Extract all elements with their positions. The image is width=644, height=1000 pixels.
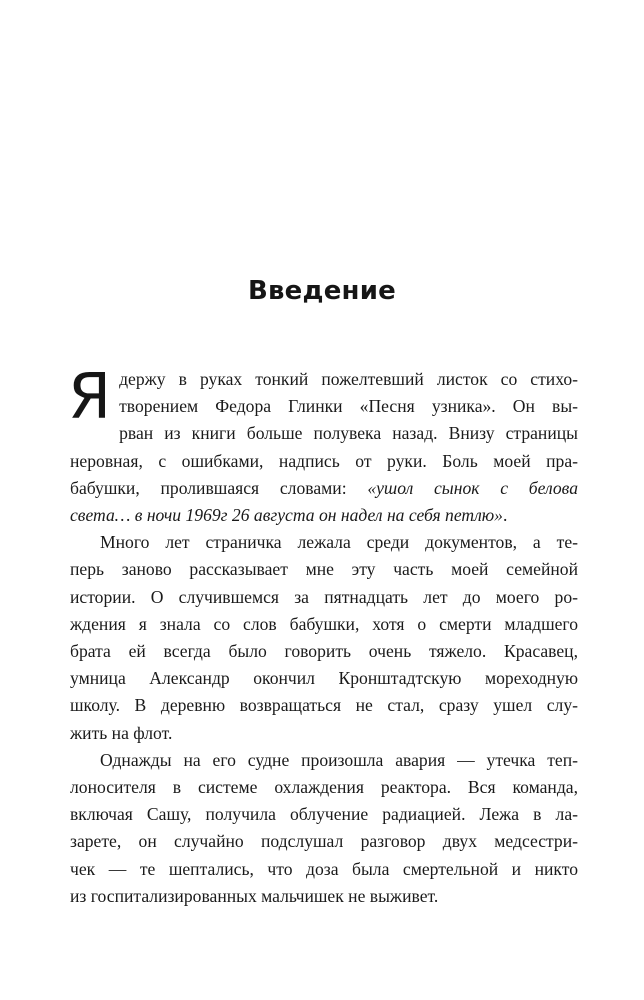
text-line bbox=[70, 502, 578, 529]
text-line: умница Александр окончил Кронштадтскую мореходную bbox=[70, 668, 578, 689]
text-line: жить на флот. bbox=[70, 722, 173, 743]
drop-cap: Я bbox=[68, 360, 112, 433]
text-fragment: бабушки, пролившаяся словами: bbox=[70, 477, 368, 498]
text-line: школу. В деревню возвращаться не стал, сразу ушел слу- bbox=[70, 695, 578, 716]
text-line: зарете, он случайно подслушал разговор двух медсестри- bbox=[70, 831, 578, 852]
text-line: лоносителя в системе охлаждения реактора. Вся команда, bbox=[70, 777, 578, 798]
text-line: включая Сашу, получила облучение радиацией. Лежа в ла- bbox=[70, 804, 578, 825]
text-line: ждения я знала со слов бабушки, хотя о смерти младшего bbox=[70, 613, 578, 634]
text-line: перь заново рассказывает мне эту часть моей семейной bbox=[70, 559, 578, 580]
text-line: неровная, с ошибками, надпись от руки. Боль моей пра- bbox=[70, 450, 578, 471]
paragraph-1 bbox=[68, 360, 578, 529]
text-line: творением Федора Глинки «Песня узника». Он вы- bbox=[119, 396, 578, 417]
text-line: чек — те шептались, что доза была смертельной и никто bbox=[70, 858, 578, 879]
text-line: из госпитализированных мальчишек не выживет. bbox=[70, 885, 439, 906]
text-line: держу в руках тонкий пожелтевший листок со стихо- bbox=[119, 369, 578, 389]
text-line: истории. О случившемся за пятнадцать лет до моего ро- bbox=[70, 586, 578, 607]
italic-quote: «ушол сынок с белова bbox=[367, 477, 578, 498]
text-line: Однажды на его судне произошла авария — утечка теп- bbox=[100, 749, 578, 770]
text-line: рван из книги больше полувека назад. Внизу страницы bbox=[119, 423, 578, 444]
text-line bbox=[70, 475, 578, 502]
italic-quote: света… в ночи 1969г 26 августа он надел на себя петлю» bbox=[70, 505, 503, 526]
body-text bbox=[68, 360, 578, 910]
chapter-title: Введение bbox=[248, 276, 396, 306]
text-line: Много лет страничка лежала среди документов, а те- bbox=[100, 532, 578, 553]
paragraph-3 bbox=[70, 747, 578, 910]
text-fragment: . bbox=[502, 505, 508, 526]
paragraph-2 bbox=[70, 529, 578, 747]
text-line: брата ей всегда было говорить очень тяжело. Красавец, bbox=[70, 641, 578, 662]
